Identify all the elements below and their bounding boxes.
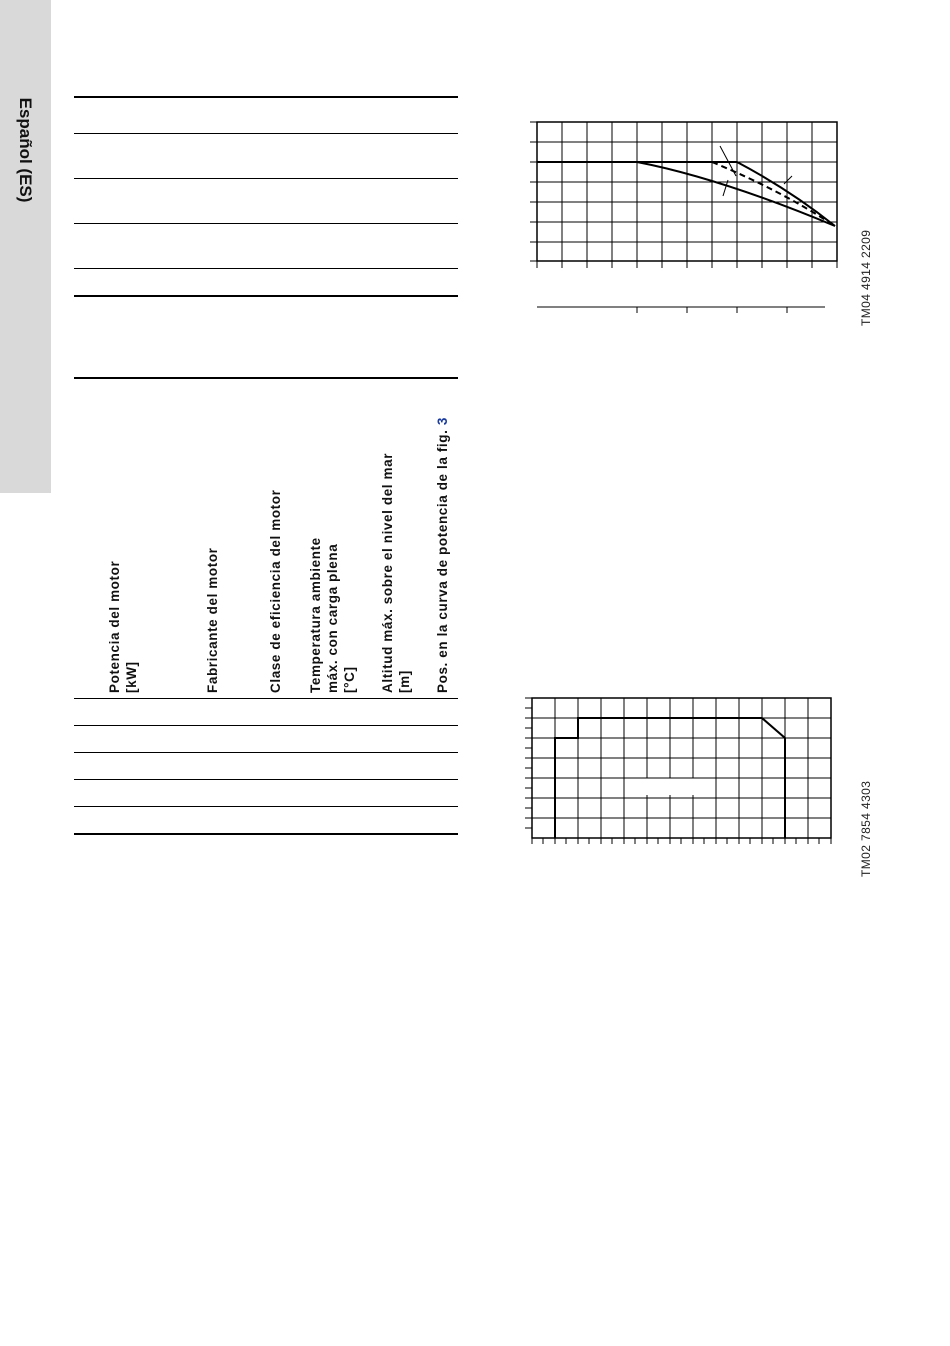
table-rule-header-bottom — [74, 698, 458, 699]
curve-marker — [784, 176, 792, 184]
header-line: Potencia del motor — [107, 560, 122, 693]
header-max-altitude — [379, 453, 413, 693]
header-curve-position — [434, 417, 451, 693]
curve-dashed — [712, 162, 835, 226]
header-efficiency-class — [267, 490, 284, 693]
header-line: Pos. en la curva de potencia de la fig. — [435, 425, 450, 693]
figure1-curves — [537, 146, 835, 226]
figure2-code: TM02 7854 4303 — [859, 780, 873, 877]
altitude-curve-figure — [518, 694, 838, 854]
table-rule — [74, 133, 458, 134]
table-rule — [74, 725, 458, 726]
header-line: [m] — [397, 670, 412, 693]
header-line: Fabricante del motor — [205, 547, 220, 693]
header-line: Temperatura ambiente — [308, 537, 323, 693]
table-rule — [74, 178, 458, 179]
table-rule — [74, 752, 458, 753]
table-rule — [74, 268, 458, 269]
table-rule-bottom — [74, 833, 458, 835]
header-motor-manufacturer — [204, 547, 221, 693]
table-rule — [74, 779, 458, 780]
table-rule — [74, 223, 458, 224]
language-tab — [0, 0, 51, 493]
figure1-grid — [530, 122, 837, 313]
header-line: [°C] — [342, 666, 357, 693]
header-motor-power — [106, 561, 140, 693]
header-line: [kW] — [124, 661, 139, 693]
header-line: máx. con carga plena — [325, 543, 340, 693]
table-rule-section — [74, 295, 458, 297]
language-tab-label: Español (ES) — [16, 97, 35, 203]
power-curve-figure — [520, 118, 840, 318]
header-ambient-temperature — [307, 537, 358, 693]
figure-reference-link[interactable]: 3 — [435, 417, 450, 426]
table-rule-top — [74, 96, 458, 98]
table-rule-header-top — [74, 377, 458, 379]
header-line: Clase de eficiencia del motor — [268, 489, 283, 693]
header-line: Altitud máx. sobre el nivel del mar — [380, 452, 395, 693]
table-rule — [74, 806, 458, 807]
figure1-code: TM04 4914 2209 — [859, 229, 873, 326]
